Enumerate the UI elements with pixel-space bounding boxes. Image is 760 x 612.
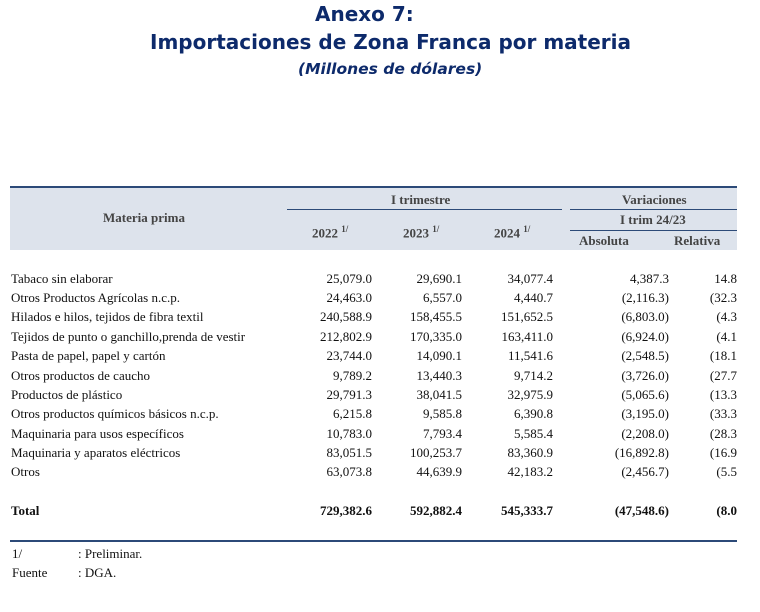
header-materia-prima: Materia prima: [103, 210, 185, 225]
table-row: [10, 348, 737, 367]
value-2023: 158,455.5: [410, 309, 462, 324]
header-year-2023: 2023 $^{1/}$: [403, 224, 440, 241]
value-absolute: (3,726.0): [621, 368, 669, 383]
value-relative: (4.3: [716, 309, 737, 324]
value-2023: 13,440.3: [416, 368, 462, 383]
row-label: Otros productos químicos básicos n.c.p.: [11, 406, 219, 421]
value-2023: 29,690.1: [416, 271, 462, 286]
header-divider-quarter: [287, 209, 562, 210]
value-absolute: (6,803.0): [621, 309, 669, 324]
value-absolute: (16,892.8): [614, 445, 669, 460]
value-absolute: (6,924.0): [621, 329, 669, 344]
row-label: Tabaco sin elaborar: [11, 271, 113, 286]
table-row: [10, 387, 737, 406]
table-title: Importaciones de Zona Franca por materia: [150, 30, 632, 54]
row-label: Maquinaria y aparatos eléctricos: [11, 445, 181, 460]
header-year-2022: 2022 $^{1/}$: [312, 224, 349, 241]
value-2022: 83,051.5: [326, 445, 372, 460]
value-relative: (33.3: [709, 406, 737, 421]
row-label: Otros productos de caucho: [11, 368, 150, 383]
total-2024: 545,333.7: [501, 503, 553, 518]
value-relative: (18.1: [709, 348, 737, 363]
row-label: Otros Productos Agrícolas n.c.p.: [11, 290, 180, 305]
table-row: [10, 290, 737, 309]
table-row: [10, 406, 737, 425]
note-text-preliminary: : Preliminar.: [78, 546, 143, 561]
table-units: (Millones de dólares): [298, 60, 483, 78]
value-2023: 6,557.0: [423, 290, 462, 305]
value-relative: (28.3: [709, 426, 737, 441]
value-relative: (13.3: [709, 387, 737, 402]
header-variations-sub: I trim 24/23: [620, 212, 686, 227]
header-relative: Relativa: [674, 233, 721, 248]
value-absolute: (2,548.5): [621, 348, 669, 363]
header-quarter-group: I trimestre: [391, 192, 451, 207]
table-row: [10, 445, 737, 464]
total-2022: 729,382.6: [320, 503, 372, 518]
value-2022: 29,791.3: [326, 387, 372, 402]
value-2024: 4,440.7: [514, 290, 553, 305]
total-relative: (8.0: [716, 503, 737, 518]
value-2022: 23,744.0: [326, 348, 372, 363]
note-label-source: Fuente: [12, 565, 48, 580]
value-2023: 14,090.1: [416, 348, 462, 363]
value-absolute: (5,065.6): [621, 387, 669, 402]
table-row: [10, 309, 737, 328]
value-2024: 32,975.9: [507, 387, 553, 402]
table-bottom-rule: [10, 540, 737, 542]
value-relative: (32.3: [709, 290, 737, 305]
value-relative: 14.8: [714, 271, 737, 286]
value-2023: 100,253.7: [410, 445, 462, 460]
value-absolute: (2,116.3): [621, 290, 669, 305]
value-2022: 10,783.0: [326, 426, 372, 441]
value-2024: 83,360.9: [507, 445, 553, 460]
value-absolute: (2,456.7): [621, 464, 669, 479]
value-2022: 9,789.2: [333, 368, 372, 383]
value-2024: 163,411.0: [501, 329, 553, 344]
value-2023: 9,585.8: [423, 406, 462, 421]
note-text-source: : DGA.: [78, 565, 117, 580]
value-2024: 151,652.5: [501, 309, 553, 324]
value-relative: (4.1: [716, 329, 737, 344]
row-label: Productos de plástico: [11, 387, 123, 402]
value-absolute: 4,387.3: [630, 271, 669, 286]
value-2022: 63,073.8: [326, 464, 372, 479]
value-absolute: (2,208.0): [621, 426, 669, 441]
row-label: Tejidos de punto o ganchillo,prenda de vestir: [11, 329, 246, 344]
header-absolute: Absoluta: [579, 233, 629, 248]
table-row: [10, 464, 737, 483]
value-2023: 38,041.5: [416, 387, 462, 402]
header-divider-sub: [570, 230, 737, 231]
header-year-2024: 2024 $^{1/}$: [494, 224, 531, 241]
table-row: [10, 368, 737, 387]
value-2024: 11,541.6: [507, 348, 553, 363]
row-label: Pasta de papel, papel y cartón: [11, 348, 166, 363]
note-label-preliminary: 1/: [12, 546, 23, 561]
value-2024: 5,585.4: [514, 426, 553, 441]
value-2023: 44,639.9: [416, 464, 462, 479]
value-relative: (16.9: [709, 445, 737, 460]
table-row: [10, 329, 737, 348]
value-2023: 170,335.0: [410, 329, 462, 344]
header-divider-variations: [570, 209, 737, 210]
header-variations-group: Variaciones: [622, 192, 687, 207]
table-row: [10, 426, 737, 445]
total-label: Total: [11, 503, 40, 518]
value-2023: 7,793.4: [423, 426, 462, 441]
total-absolute: (47,548.6): [614, 503, 669, 518]
value-relative: (5.5: [716, 464, 737, 479]
value-2022: 212,802.9: [320, 329, 372, 344]
row-label: Maquinaria para usos específicos: [11, 426, 184, 441]
value-relative: (27.7: [709, 368, 737, 383]
row-label: Otros: [11, 464, 40, 479]
total-2023: 592,882.4: [410, 503, 462, 518]
value-2024: 9,714.2: [514, 368, 553, 383]
value-2022: 24,463.0: [326, 290, 372, 305]
value-2024: 6,390.8: [514, 406, 553, 421]
value-absolute: (3,195.0): [621, 406, 669, 421]
table-row: [10, 271, 737, 290]
value-2024: 34,077.4: [507, 271, 553, 286]
value-2022: 240,588.9: [320, 309, 372, 324]
annex-title: Anexo 7:: [315, 2, 414, 26]
total-row: [10, 503, 737, 522]
value-2022: 25,079.0: [326, 271, 372, 286]
row-label: Hilados e hilos, tejidos de fibra textil: [11, 309, 204, 324]
value-2024: 42,183.2: [507, 464, 553, 479]
value-2022: 6,215.8: [333, 406, 372, 421]
